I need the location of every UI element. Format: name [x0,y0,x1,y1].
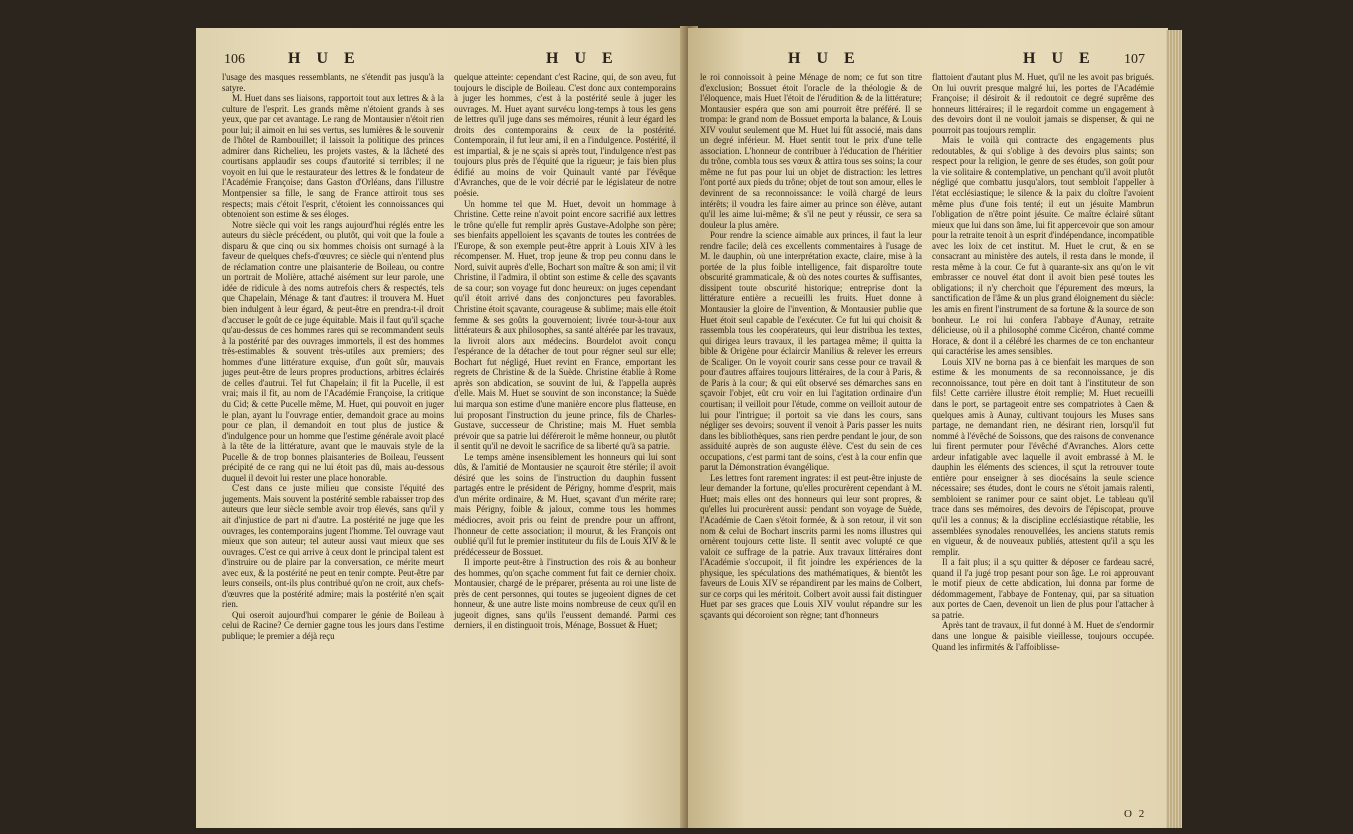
left-column-2 [454,72,676,631]
paragraph: quelque atteinte: cependant c'est Racine, qui, de son aveu, fut toujours le disciple de Boileau. C'est donc aux contemporains à juger les hommes, c'est à la postérité seule à juger les ouvrages. M. Huet ayant survécu long-temps à tous les gens de lettres qu'il juge dans ses mémoires, réunit à leur égard les droits des contemporains & ceux de la postérité. Contemporain, il fut leur ami, il en a l'indulgence. Postérité, il est impartial, & je ne sçais si après tout, l'indulgence n'est pas toujours plus près de l'équité que la rigueur; je fais bien plus édifié au moins de voir Quinault vanté par l'évêque d'Avranches, que de le voir décrié par le législateur de notre poësie. [454,72,676,199]
left-page [196,28,694,828]
paragraph: le roi connoissoit à peine Ménage de nom; ce fut son titre d'exclusion; Bossuet étoit l'oracle de la théologie & de l'éloquence, mais Huet l'étoit de l'érudition & de la littérature; Montausier espéra que son ami pourroit être préféré. Il se trompa: le grand nom de Bossuet emporta la balance, & Louis XIV voulut seulement que M. Huet lui fût associé, mais dans un degré inférieur. M. Huet sentit tout le prix d'une telle association. L'honneur de contribuer à l'éducation de l'héritier du trône, combla tous ses vœux & attira tous ses soins; la cour même ne fut pas pour lui un objet de distraction: les lettres l'ont porté aux pieds du trône; objet de tout son amour, elles le devinrent de sa reconnoissance: le voilà chargé de leurs intérêts; il voudra les faire aimer au prince son élève, autant qu'il les aime lui-même; & s'il ne peut y réussir, ce sera sa douleur la plus amère. [700,72,922,230]
right-page [688,28,1168,828]
running-head-right-b: H U E [1023,50,1096,67]
left-column-1 [222,72,444,642]
paragraph: Le temps amène insensiblement les honneurs qui lui sont dûs, & l'amitié de Montausier ne sçauroit être stérile; il avoit désiré que les soins de l'instruction du dauphin fussent partagés entre le président de Périgny, homme d'esprit, mais d'un mérite ordinaire, & M. Huet, sçavant d'un mérite rare; mais Périgny, foible & jaloux, comme tous les hommes médiocres, avoit pris ou feint de prendre pour un affront, l'honneur de cette association; il mourut, & les François ont oublié qu'il fut le premier instituteur du fils de Louis XIV & le prédécesseur de Bossuet. [454,451,676,557]
page-number-right: 107 [1124,52,1145,67]
running-head-left-a: H U E [288,50,361,67]
paragraph: Il importe peut-être à l'instruction des rois & au bonheur des hommes, qu'on sçache comment fut fait ce dernier choix. Montausier, chargé de le préparer, présenta au roi une liste de près de cent personnes, qui toutes se jugeoient dignes de cet honneur, & une autre liste moins nombreuse de ceux qu'il en jugeoit dignes, sans qu'ils l'eussent demandé. Parmi ces derniers, il en distinguoit trois, Ménage, Bossuet & Huet; [454,557,676,631]
paragraph: Les lettres font rarement ingrates: il est peut-être injuste de leur demander la fortune, qu'elles procurèrent cependant à M. Huet; mais elles ont des honneurs qui leur sont propres, & qu'elles lui procurèrent aussi: pendant son voyage de Suède, l'Académie de Caen s'étoit formée, & à son retour, il vit son nom & celui de Bochart inscrits parmi les noms illustres qui ornèrent toujours cette liste. Il sentit avec volupté ce que valoit ce suffrage de la patrie. Aux travaux littéraires dont l'Académie s'occupoit, il fit joindre les expériences de la physique, les spéculations des mathématiques, & bientôt les faveurs de Louis XIV se répandirent par les mains de Colbert, sur ce corps qui les méritoit. Colbert avoit aussi fait distinguer Huet par ses graces que Louis XIV voulut répandre sur les sçavants qui décoroient son règne; tant d'honneurs [700,472,922,620]
paragraph: Pour rendre la science aimable aux princes, il faut la leur rendre facile; delà ces excellents commentaires à l'usage de M. le dauphin, où une interprétation exacte, claire, mise à la portée de la plus foible intelligence, fait disparoître toute obscurité grammaticale, & où des notes courtes & suffisantes, dissipent toute obscurité historique; entreprise dont la littérature entière a recueilli les fruits. Huet donne à Montausier la gloire de l'invention, & Montausier publie que Huet étoit seul capable de l'exécuter. Ce fut lui qui choisit & rassembla tous les coopérateurs, qui leur distribua les textes, qui dirigea leurs travaux, il les partagea même; il quitta la bible & Origène pour éclaircir Manilius & relever les erreurs de Scaliger. On le voyoit courir sans cesse pour ce travail & pour d'autres affaires toujours littéraires, de la cour à Paris, & de Paris à la cour; & qui eût observé ses démarches sans en sçavoir l'objet, eût cru voir en lui l'agitation ordinaire d'un courtisan; il veilloit pour l'étude, comme on veilloit autour de lui pour l'intrigue; il portoit sa vie dans les cours, sans négliger ses devoirs; souvent il venoit à Paris passer les nuits dans les bibliothèques, sans rien perdre pendant le jour, de son assiduité auprès de son auguste élève. C'est du sein de ces occupations, c'est parmi tant de soins, c'est à la cour enfin que parut la Démonstration évangélique. [700,230,922,473]
paragraph: l'usage des masques ressemblants, ne s'étendit pas jusqu'à la satyre. [222,72,444,93]
paragraph: C'est dans ce juste milieu que consiste l'équité des jugements. Mais souvent la postérité semble rabaisser trop des auteurs que leur siècle semble avoir trop élevés, sans qu'il y ait d'injustice de part ni d'autre. La postérité ne juge que les ouvrages, les contemporains jugent l'homme. Tel ouvrage vaut mieux que son auteur; tel auteur aussi vaut mieux que ses ouvrages. C'est ce qui arrive à ceux dont le principal talent est d'instruire ou de plaire par la conversation, ce mérite meurt avec eux, & la postérité ne peut en tenir compte. Peut-être par leurs conseils, ont-ils plus contribué qu'on ne croit, aux chefs-d'œuvres que la postérité admire; mais la postérité n'en sçait rien. [222,483,444,610]
paragraph: Après tant de travaux, il fut donné à M. Huet de s'endormir dans une longue & paisible vieillesse, toujours occupée. Quand les infirmités & l'affoiblisse- [932,620,1154,652]
right-column-2 [932,72,1154,652]
running-head-left-b: H U E [546,50,619,67]
page-edges [1166,30,1182,828]
paragraph: flattoient d'autant plus M. Huet, qu'il ne les avoit pas brigués. On lui ouvrit presque malgré lui, les portes de l'Académie Françoise; il désiroit & il redoutoit ce degré suprême des honneurs littéraires; il le regardoit comme un engagement à des devoirs dont il ne vouloit jamais se dispenser, & qui ne pourroit pas toujours remplir. [932,72,1154,135]
paragraph: M. Huet dans ses liaisons, rapportoit tout aux lettres & à la culture de l'esprit. Les grands même n'étoient grands à ses yeux, que par cet avantage. Le rang de Montausier n'étoit rien pour lui; il aimoit en lui ses vertus, ses lumières & le souvenir de l'hôtel de Rambouillet; il laissoit la politique des princes admirer dans Richelieu, les projets vastes, & la lâcheté des courtisans applaudir ses coups d'autorité si terribles; il ne voyoit en lui que le restaurateur des lettres & le fondateur de l'Académie Françoise; dans Gaston d'Orléans, dans l'illustre Montpensier sa fille, le sang de France attiroit tous ses respects; mais c'étoit l'esprit, c'étoient les connoissances qui obtenoient son estime & ses éloges. [222,93,444,220]
right-column-1 [700,72,922,620]
paragraph: Mais le voilà qui contracte des engagements plus redoutables, & qui s'oblige à des devoirs plus saints; son respect pour la religion, le genre de ses études, son goût pour la vie solitaire & contemplative, un penchant qu'il avoit plutôt négligé que combattu jusqu'alors, tout sembloit l'appeller à l'état ecclésiastique; le silence & la paix du cloître l'avoient même plus d'une fois tenté; il eut un jésuite Mambrun l'obligation de n'être point jésuite. Ce maître éclairé sûtant mieux que lui dans son âme, lui fit appercevoir que son amour pour la retraite tenoit à un esprit d'indépendance, incompatible avec les loix de cet institut. M. Huet le crut, & en se consacrant au ministère des autels, il resta dans le monde, il resta même à la cour. Ce fut à quarante-six ans qu'on le vit embrasser ce nouvel état dont il avoit bien pesé toutes les obligations; il n'y cherchoit que l'épurement des mœurs, la sanctification de l'âme & un plus grand éloignement du siècle: les amis en firent l'instrument de sa fortune & la source de son bonheur. Le roi lui confera l'abbaye d'Aunay, retraite délicieuse, où il a philosophé comme Cicéron, chanté comme Horace, & dont il a célébré les charmes de ce ton enchanteur qui caractérise les ames sensibles. [932,135,1154,357]
paragraph: Notre siècle qui voit les rangs aujourd'hui réglés entre les auteurs du siècle précédent, ou plutôt, qui voit que la foule a disparu & que cinq ou six hommes choisis ont surnagé à la faveur de quelques chefs-d'œuvres; ce siècle qui n'entend plus de réclamation contre une plaisanterie de Boileau, ou contre un portrait de Molière, attaché aisément sur leur parole, une idée de ridicule à des noms autrefois chers & respectés, tels que Chapelain, Ménage & tant d'autres: il trouvera M. Huet bien indulgent à leur égard, & peut-être en prendra-t-il droit d'accuser le goût de ce juge équitable. Mais il faut qu'il sçache qu'au-dessus de ces hommes rares qui se recommandent seuls à la postérité par des ouvrages immortels, il est des hommes très-estimables & souvent très-utiles aux premiers; des hommes d'une littérature exquise, d'un goût sûr, mauvais juges peut-être de leurs propres productions, arbitres éclairés de celles d'autrui. Tel fut Chapelain; il fit la Pucelle, il est vrai; mais il fit, au nom de l'Académie Françoise, la critique du Cid; & cette Pucelle même, M. Huet, qui pouvoit en juger le plan, ayant lu l'ouvrage entier, demandoit grace au moins pour ce plan, il demandoit en tout plus de justice & d'indulgence pour un homme que l'estime générale avoit placé à la tête de la littérature, avant que le mauvais style de la Pucelle & de trop bonnes plaisanteries de Boileau, l'eussent précipité de ce rang qui ne lui étoit pas dû, mais au-dessous duquel il devoit lui rester une place honorable. [222,219,444,483]
signature-mark: O 2 [1124,808,1147,820]
paragraph: Qui oseroit aujourd'hui comparer le génie de Boileau à celui de Racine? Ce dernier gagne tous les jours dans l'estime publique; le premier a déjà reçu [222,609,444,641]
paragraph: Un homme tel que M. Huet, devoit un hommage à Christine. Cette reine n'avoit point encore sacrifié aux lettres le trône qu'elle fut remplir après Gustave-Adolphe son père; ses bienfaits appelloient les sçavants de toutes les contrées de l'Europe, & son exemple peut-être apprit à Louis XIV à les récompenser. M. Huet, trop jeune & trop peu connu dans le Nord, suivit auprès d'elle, Bochart son maître & son ami; il vit Christine, il l'admira, il obtint son estime & celle des sçavants de sa cour; son voyage fut donc heureux: on juges cependant qu'il étoit arrivé dans des conjonctures peu favorables. Christine étoit sçavante, courageuse & sublime; mais elle étoit femme & ses goûts la gouvernoient; livrée tour-à-tour aux littérateurs & aux philosophes, sa santé altérée par les travaux, la livroit alors aux médecins. Bourdelot avoit conçu l'espérance de la détacher de tout pour régner seul sur elle; Bochart fut négligé, Huet revint en France, emportant les regrets de Christine & de la Suède. Christine établie à Rome après son abdication, se souvint de lui, & l'appella auprès d'elle. Mais M. Huet se souvint de son inconstance; la Suède lui marqua son estime d'une manière encore plus flatteuse, en lui proposant l'instruction du jeune prince, fils de Charles-Gustave, successeur de Christine; mais M. Huet sembla prévoir que sa patrie lui déféreroit le même honneur, ou plutôt il sentit qu'il ne devoit le sacrifice de sa liberté qu'à sa patrie. [454,198,676,452]
paragraph: Il a fait plus; il a sçu quitter & déposer ce fardeau sacré, quand il l'a jugé trop pesant pour son âge. Le roi approuvant le motif pieux de cette abdication, lui donna par forme de dédommagement, l'abbaye de Fontenay, qui, par sa situation aux portes de Caen, devenoit un lien de plus pour l'attacher à sa patrie. [932,557,1154,620]
page-number-left: 106 [224,52,245,67]
paragraph: Louis XIV ne borna pas à ce bienfait les marques de son estime & les monuments de sa reconnoissance, je dis reconnoissance, tout père en doit tant à l'instituteur de son fils! Cette carrière illustre étoit remplie; M. Huet recueilli dans le port, se partageoit entre ses compatriotes à Caen & quelques amis à Aunay, cultivant toujours les Muses sans partage, ne demandant rien, ne désirant rien, lorsqu'il fut nommé à l'évêché de Soissons, que des raisons de convenance lui firent permuter pour l'évêché d'Avranches. Alors cette ardeur infatigable avec laquelle il avoit embrassé à M. le dauphin les éléments des sciences, il sçut la retrouver toute entière pour enseigner à ses diocésains la seule science nécessaire; ses études, dont le cours ne s'étoit jamais ralenti, sembloient se ranimer pour ce saint objet. Le tableau qu'il trace dans ses mémoires, des devoirs de l'épiscopat, prouve qu'il les a connus; & la discipline ecclésiastique rétablie, les assemblées synodales renouvellées, les anciens statuts remis en vigueur, & de nouveaux publiés, attestent qu'il a sçu les remplir. [932,356,1154,557]
running-head-right-a: H U E [788,50,861,67]
